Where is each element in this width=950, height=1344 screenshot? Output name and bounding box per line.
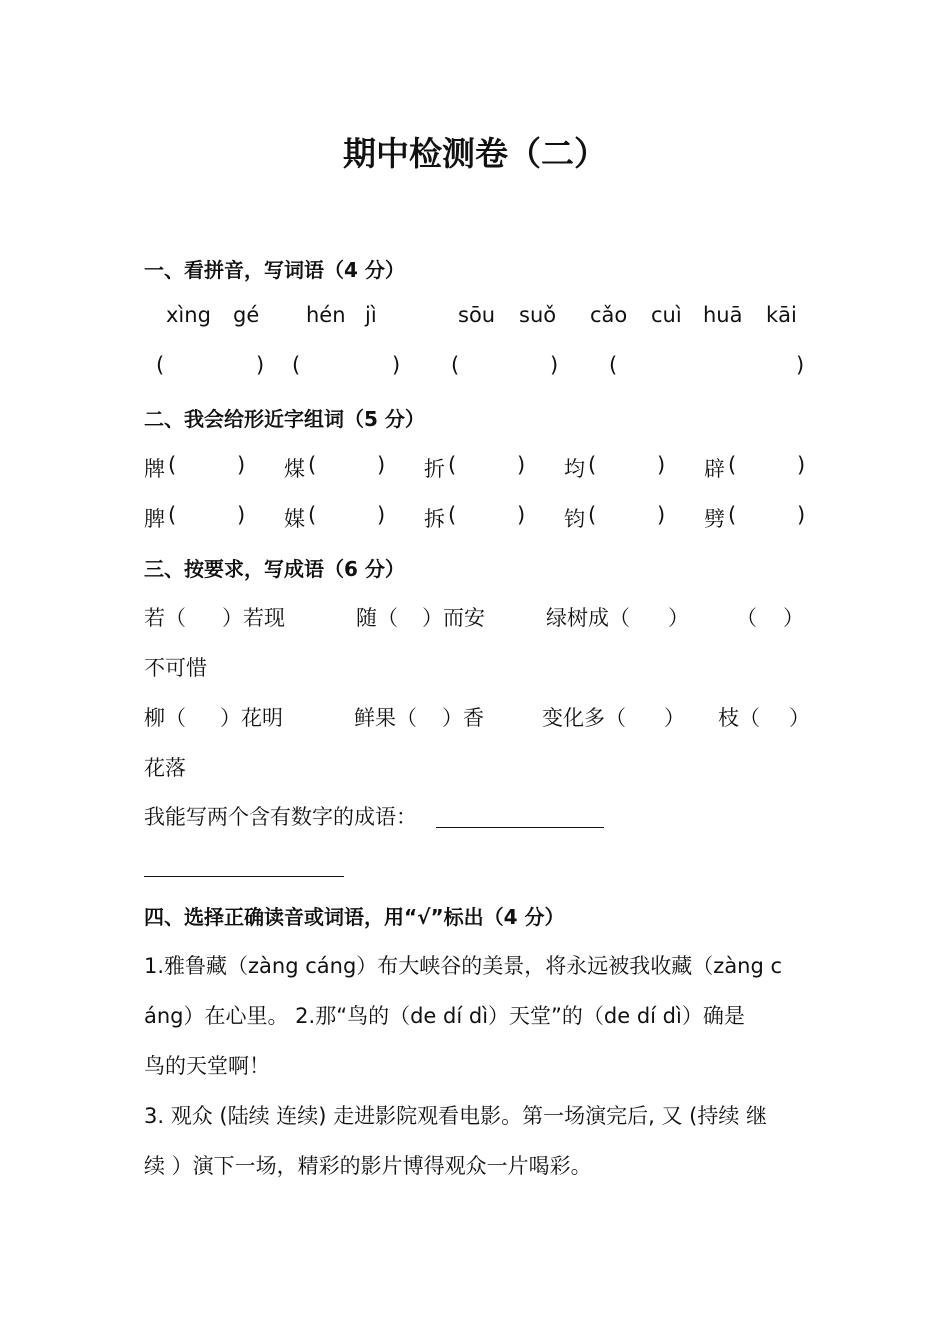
pinyin-syllable: kāi <box>766 303 797 327</box>
answer-line-1[interactable] <box>436 827 604 828</box>
pinyin-syllable: cǎo <box>590 303 628 327</box>
blank-close: ) <box>796 353 805 377</box>
blank-open: ( <box>588 503 597 527</box>
blank-close: ) <box>517 453 526 477</box>
numeric-idiom-prompt: 我能写两个含有数字的成语： <box>144 805 417 829</box>
section-4-heading: 四、选择正确读音或词语，用“√”标出（4 分） <box>144 905 565 929</box>
blank-open: ( <box>156 353 165 377</box>
idiom-fragment: 柳（ <box>144 706 186 730</box>
idiom-fragment: ）花明 <box>220 706 283 730</box>
idiom-fragment: ） <box>783 606 804 630</box>
idiom-fragment: 绿树成（ <box>546 606 630 630</box>
idiom-fragment: ） <box>789 706 810 730</box>
blank-open: ( <box>609 353 618 377</box>
idiom-fragment: ）香 <box>442 706 484 730</box>
pinyin-syllable: suǒ <box>519 303 557 327</box>
question-line: áng）在心里。 2.那“鸟的（de dí dì）天堂”的（de dí dì）确是 <box>144 1004 745 1028</box>
pinyin-syllable: xìng <box>166 303 211 327</box>
idiom-fragment: 变化多（ <box>542 706 626 730</box>
blank-open: ( <box>308 503 317 527</box>
answer-line-2[interactable] <box>144 876 344 877</box>
idiom-fragment: 鲜果（ <box>354 706 417 730</box>
pinyin-syllable: hén <box>306 303 346 327</box>
blank-close: ) <box>256 353 265 377</box>
char: 劈 <box>704 507 725 531</box>
blank-close: ) <box>550 353 559 377</box>
idiom-fragment: 枝（ <box>718 706 760 730</box>
char: 折 <box>424 457 445 481</box>
idiom-fragment: 若（ <box>144 606 186 630</box>
blank-open: ( <box>448 453 457 477</box>
idiom-row-1-continuation: 不可惜 <box>144 656 207 680</box>
blank-open: ( <box>728 453 737 477</box>
blank-close: ) <box>657 503 666 527</box>
char: 辟 <box>704 457 725 481</box>
blank-close: ) <box>517 503 526 527</box>
blank-close: ) <box>237 453 246 477</box>
idiom-fragment: ） <box>668 606 689 630</box>
pinyin-syllable: huā <box>703 303 743 327</box>
idiom-fragment: ）而安 <box>422 606 485 630</box>
blank-close: ) <box>657 453 666 477</box>
pinyin-syllable: jì <box>365 303 377 327</box>
char: 拆 <box>424 507 445 531</box>
blank-close: ) <box>797 453 806 477</box>
idiom-fragment: （ <box>736 606 757 630</box>
pinyin-syllable: sōu <box>458 303 496 327</box>
section-3-heading: 三、按要求，写成语（6 分） <box>144 557 405 581</box>
idiom-fragment: ）若现 <box>222 606 285 630</box>
page-title: 期中检测卷（二） <box>343 134 607 173</box>
question-line: 续 ）演下一场，精彩的影片博得观众一片喝彩。 <box>144 1154 592 1178</box>
section-1-heading: 一、看拼音，写词语（4 分） <box>144 258 405 282</box>
blank-open: ( <box>168 503 177 527</box>
idiom-row-2-continuation: 花落 <box>144 756 186 780</box>
blank-close: ) <box>237 503 246 527</box>
char: 钧 <box>564 507 585 531</box>
question-line: 3. 观众 (陆续 连续) 走进影院观看电影。第一场演完后, 又 (持续 继 <box>144 1104 768 1128</box>
section-2-heading: 二、我会给形近字组词（5 分） <box>144 407 425 431</box>
char: 均 <box>564 457 585 481</box>
blank-open: ( <box>588 453 597 477</box>
idiom-fragment: 随（ <box>356 606 398 630</box>
question-line: 鸟的天堂啊！ <box>144 1054 270 1078</box>
char: 脾 <box>144 507 165 531</box>
blank-open: ( <box>451 353 460 377</box>
blank-close: ) <box>392 353 401 377</box>
char: 媒 <box>284 507 305 531</box>
blank-open: ( <box>168 453 177 477</box>
blank-open: ( <box>292 353 301 377</box>
blank-close: ) <box>377 503 386 527</box>
char: 牌 <box>144 457 165 481</box>
pinyin-syllable: cuì <box>651 303 682 327</box>
blank-close: ) <box>797 503 806 527</box>
idiom-fragment: ） <box>664 706 685 730</box>
question-line: 1.雅鲁藏（zàng cáng）布大峡谷的美景，将永远被我收藏（zàng c <box>144 954 783 978</box>
pinyin-syllable: gé <box>233 303 260 327</box>
blank-open: ( <box>308 453 317 477</box>
blank-open: ( <box>728 503 737 527</box>
blank-close: ) <box>377 453 386 477</box>
blank-open: ( <box>448 503 457 527</box>
char: 煤 <box>284 457 305 481</box>
